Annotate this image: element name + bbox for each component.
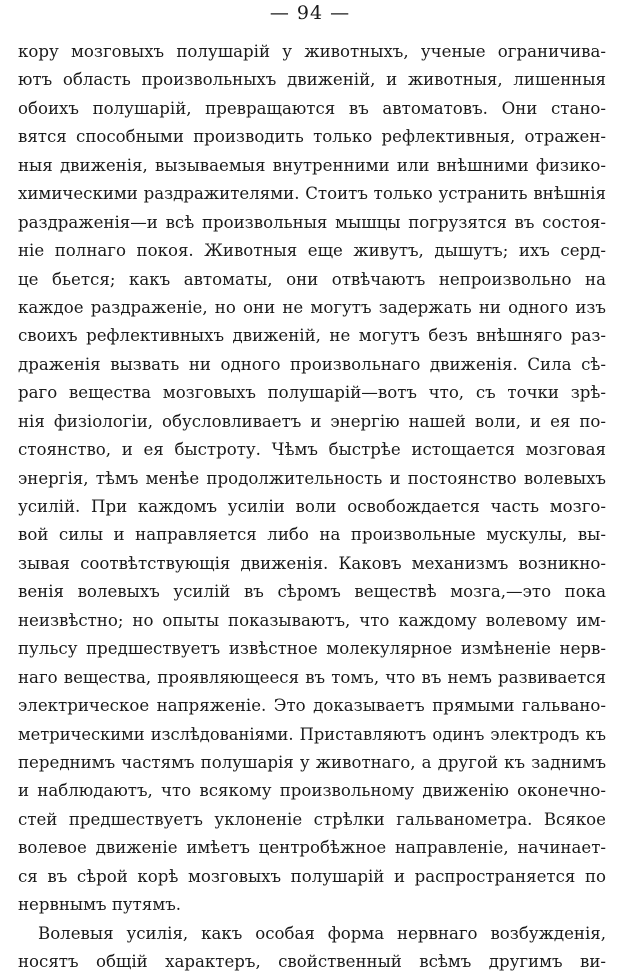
text-line: це бьется; какъ автоматы, они отвѣчаютъ непроизвольно на — [18, 269, 606, 289]
text-line: вятся способными производить только рефлективныя, отражен- — [18, 127, 606, 147]
text-line: переднимъ частямъ полушарія у животнаго, а другой къ заднимъ — [18, 752, 606, 772]
text-line: кору мозговыхъ полушарій у животныхъ, ученые ограничива- — [18, 42, 606, 61]
text-line: пульсу предшествуетъ извѣстное молекулярное измѣненіе нерв- — [18, 639, 606, 659]
text-line: ся въ сѣрой корѣ мозговыхъ полушарій и распространяется по — [18, 866, 606, 886]
body-text — [18, 38, 606, 976]
text-line: наго вещества, проявляющееся въ томъ, что въ немъ развивается — [18, 667, 606, 687]
text-line: раздраженія—и всѣ произвольныя мышцы погрузятся въ состоя- — [18, 212, 606, 232]
text-line: нія физіологіи, обусловливаетъ и энергію нашей воли, и ея по- — [18, 411, 606, 431]
text-line: зывая соотвѣтствующія движенія. Каковъ механизмъ возникно- — [18, 553, 606, 573]
text-line: волевое движеніе имѣетъ центробѣжное направленіе, начинает- — [18, 838, 606, 858]
paragraph-end-line: нервнымъ путямъ. — [18, 895, 182, 915]
text-line: каждое раздраженіе, но они не могутъ задержать ни одного изъ — [18, 297, 606, 317]
paragraph-first-line: Волевыя усилія, какъ особая форма нервнаго возбужденія, — [38, 923, 606, 943]
text-line: ютъ область произвольныхъ движеній, и животныя, лишенныя — [18, 70, 606, 90]
text-line: раго вещества мозговыхъ полушарій—вотъ что, съ точки зрѣ- — [18, 383, 606, 403]
text-line: венія волевыхъ усилій въ сѣромъ веществѣ мозга,—это пока — [18, 582, 606, 602]
text-line: стоянство, и ея быстроту. Чѣмъ быстрѣе истощается мозговая — [18, 440, 606, 460]
text-line: стей предшествуетъ уклоненіе стрѣлки гальванометра. Всякое — [18, 809, 606, 829]
text-line: своихъ рефлективныхъ движеній, не могутъ безъ внѣшняго раз- — [18, 326, 606, 346]
page-number: — 94 — — [269, 2, 351, 24]
text-line: ніе полнаго покоя. Животныя еще живутъ, дышутъ; ихъ серд- — [18, 241, 606, 261]
text-line: метрическими изслѣдованіями. Приставляютъ одинъ электродъ къ — [18, 724, 606, 744]
text-line: химическими раздражителями. Стоитъ только устранить внѣшнія — [18, 184, 606, 204]
text-line: электрическое напряженіе. Это доказываетъ прямыми гальвано- — [18, 696, 606, 716]
text-line: носятъ общій характеръ, свойственный всѣмъ другимъ ви- — [18, 952, 606, 971]
text-line: неизвѣстно; но опыты показываютъ, что каждому волевому им- — [18, 610, 606, 630]
text-line: ныя движенія, вызываемыя внутренними или внѣшними физико- — [18, 155, 606, 175]
text-line: и наблюдаютъ, что всякому произвольному движенію оконечно- — [18, 781, 606, 801]
text-line: энергія, тѣмъ менѣе продолжительность и постоянство волевыхъ — [18, 468, 606, 488]
text-line: вой силы и направляется либо на произвольные мускулы, вы- — [18, 525, 606, 545]
text-line: драженія вызвать ни одного произвольнаго движенія. Сила сѣ- — [18, 354, 606, 374]
text-line: обоихъ полушарій, превращаются въ автоматовъ. Они стано- — [18, 98, 606, 118]
text-line: усилій. При каждомъ усиліи воли освобождается часть мозго- — [18, 497, 606, 516]
